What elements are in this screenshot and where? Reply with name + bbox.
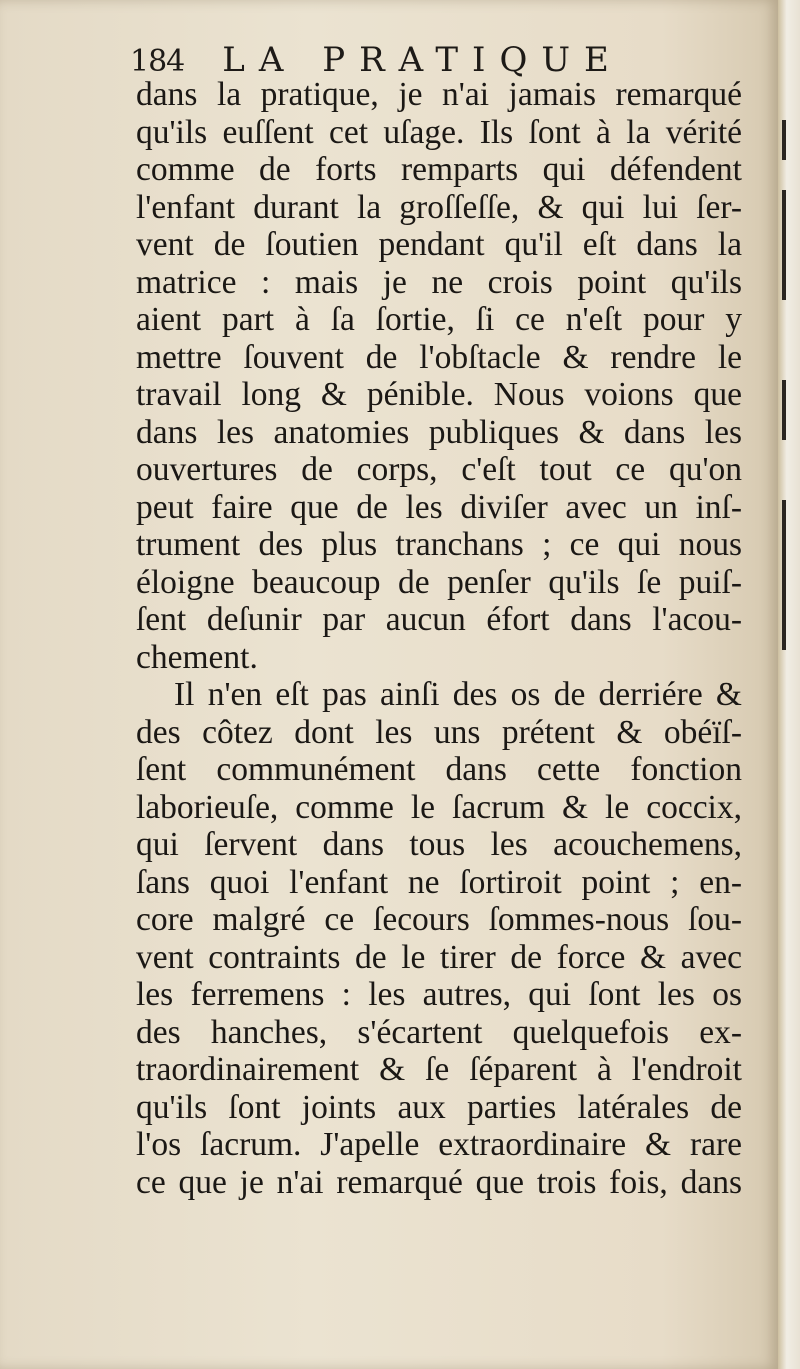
text-line: des côtez dont les uns prétent & obéïſ- xyxy=(136,713,742,751)
text-line: comme de forts remparts qui défendent xyxy=(136,151,742,188)
text-line: l'os ſacrum. J'apelle extraordinaire & rare xyxy=(136,1126,742,1163)
text-line: Il n'en eſt pas ainſi des os de derriére & xyxy=(174,676,742,713)
text-line: ouvertures de corps, c'eſt tout ce qu'on xyxy=(136,451,742,488)
text-line: core malgré ce ſecours ſommes-nous ſou- xyxy=(136,901,742,938)
text-line: ſans quoi l'enfant ne ſortiroit point ; en- xyxy=(136,863,742,901)
edge-mark xyxy=(782,190,786,300)
text-line: peut faire que de les diviſer avec un inſ- xyxy=(136,488,742,526)
text-line: traordinairement & ſe ſéparent à l'endroit xyxy=(136,1051,742,1088)
edge-mark xyxy=(782,380,786,440)
text-line: dans la pratique, je n'ai jamais remarqué xyxy=(136,76,742,113)
text-line: ſent communément dans cette fonction xyxy=(136,751,742,788)
text-line: éloigne beaucoup de penſer qu'ils ſe puiſ- xyxy=(136,563,742,601)
text-line: travail long & pénible. Nous voions que xyxy=(136,376,742,413)
text-line: matrice : mais je ne crois point qu'ils xyxy=(136,263,742,301)
text-line: chement. xyxy=(136,638,258,676)
text-line: trument des plus tranchans ; ce qui nous xyxy=(136,526,742,563)
running-title: LA PRATIQUE xyxy=(222,40,623,80)
page-header xyxy=(130,40,623,80)
text-line: ce que je n'ai remarqué que trois fois, dans xyxy=(136,1163,742,1201)
edge-mark xyxy=(782,120,786,160)
text-line: l'enfant durant la groſſeſſe, & qui lui ſer- xyxy=(136,188,742,226)
text-line: laborieuſe, comme le ſacrum & le coccix, xyxy=(136,788,742,826)
text-line: qui ſervent dans tous les acouchemens, xyxy=(136,826,742,863)
edge-mark xyxy=(782,500,786,650)
text-line: qu'ils euſſent cet uſage. Ils ſont à la vérité xyxy=(136,113,742,151)
text-line: dans les anatomies publiques & dans les xyxy=(136,413,742,451)
text-line: des hanches, s'écartent quelquefois ex- xyxy=(136,1013,742,1051)
text-line: vent de ſoutien pendant qu'il eſt dans la xyxy=(136,226,742,263)
text-line: qu'ils ſont joints aux parties latérales de xyxy=(136,1088,742,1126)
page-edge xyxy=(778,0,800,1369)
page-number: 184 xyxy=(130,44,185,79)
text-line: mettre ſouvent de l'obſtacle & rendre le xyxy=(136,338,742,376)
text-line: vent contraints de le tirer de force & avec xyxy=(136,938,742,976)
text-line: les ferremens : les autres, qui ſont les os xyxy=(136,976,742,1013)
body-text xyxy=(136,76,742,1201)
text-line: ſent deſunir par aucun éfort dans l'acou- xyxy=(136,601,742,638)
text-line: aient part à ſa ſortie, ſi ce n'eſt pour y xyxy=(136,301,742,338)
